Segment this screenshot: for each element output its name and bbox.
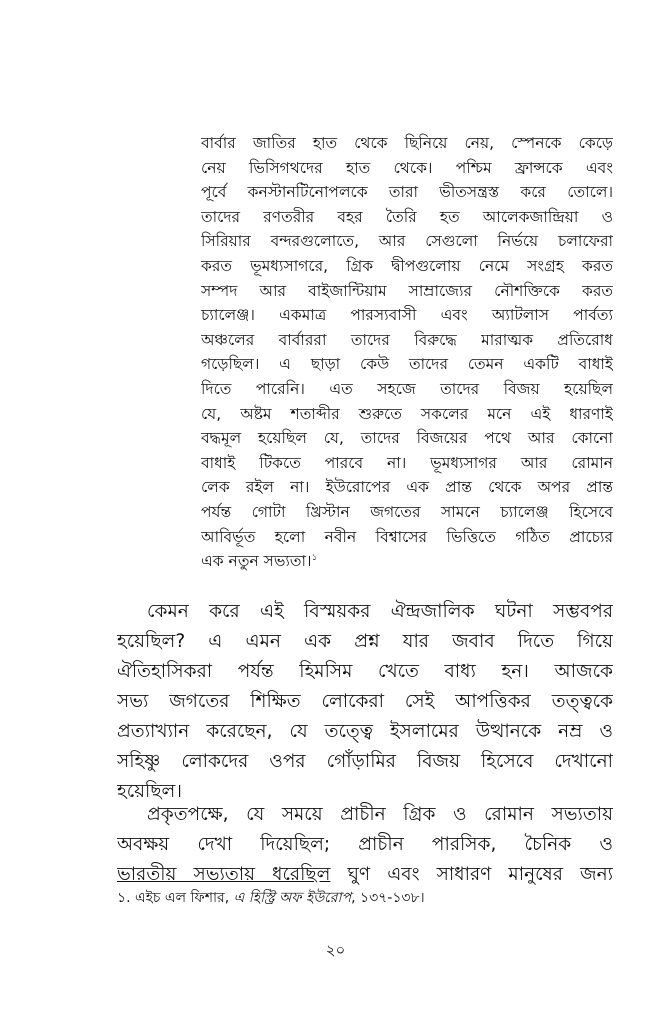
quote-line: করত ভূমধ্যসাগরে, গ্রিক দ্বীপগুলোয় নেমে সংগ্রহ করত [201, 256, 613, 275]
underlined-text: ভারতীয় সভ্যতায় ধরেছিল [117, 864, 331, 885]
paragraph-line: প্রত্যাখ্যান করেছেন, যে তত্ত্বে ইসলামের উত্থানকে নম্র ও [117, 721, 613, 742]
quote-last-line [201, 549, 613, 574]
quote-line: গড়েছিল। এ ছাড়া কেউ তাদের তেমন একটি বাধাই [201, 355, 613, 374]
paragraph-line: সহিষ্ণু লোকদের ওপর গোঁড়ামির বিজয় হিসেবে দেখানো [117, 751, 613, 772]
footnote-pages: , ১৩৭-১৩৮। [351, 890, 425, 906]
quote-last-line-text: এক নতুন সভ্যতা। [201, 552, 312, 571]
quote-line: সিরিয়ার বন্দরগুলোতে, আর সেগুলো নির্ভয়ে চলাফেরা [201, 232, 613, 251]
quote-line: আবির্ভূত হলো নবীন বিশ্বাসের ভিত্তিতে গঠিত প্রাচ্যের [201, 527, 613, 546]
quote-line: পূর্বে কনস্টানটিনোপলকে তারা ভীতসন্ত্রস্ত করে তোলে। [201, 183, 613, 202]
quote-line: তাদের রণতরীর বহর তৈরি হত আলেকজান্দ্রিয়া ও [201, 207, 613, 226]
paragraph-line-rest: ঘুণ এবং সাধারণ মানুষের জন্য [330, 864, 613, 885]
paragraph-line: সভ্য জগতের শিক্ষিত লোকেরা সেই আপত্তিকর তত্ত্বকে [117, 691, 613, 712]
paragraph-2 [117, 800, 613, 890]
paragraph-line: অবক্ষয় দেখা দিয়েছিল; প্রাচীন পারসিক, চৈনিক ও [117, 834, 613, 855]
quote-line: পর্যন্ত গোটা খ্রিস্টান জগতের সামনে চ্যালেঞ্জ হিসেবে [201, 502, 613, 521]
footnote [117, 888, 613, 908]
paragraph-line: হয়েছিল? এ এমন এক প্রশ্ন যার জবাব দিতে গিয়ে [117, 631, 613, 652]
quote-line: দিতে পারেনি। এত সহজে তাদের বিজয় হয়েছিল [201, 379, 613, 398]
paragraph-line: প্রকৃতপক্ষে, যে সময়ে প্রাচীন গ্রিক ও রোমান সভ্যতায় [147, 804, 613, 825]
quote-line: নেয় ভিসিগথদের হাত থেকে। পশ্চিম ফ্রান্সকে এবং [201, 158, 613, 177]
quote-line: অঞ্চলের বার্বাররা তাদের বিরুদ্ধে মারাত্মক প্রতিরোধ [201, 330, 613, 349]
quote-line: চ্যালেঞ্জ। একমাত্র পারস্যবাসী এবং অ্যাটলাস পার্বত্য [201, 306, 613, 325]
quote-line: সম্পদ আর বাইজান্টিয়াম সাম্রাজ্যের নৌশক্তিকে করত [201, 281, 613, 300]
footnote-book-title: এ হিস্ট্রি অফ ইউরোপ [233, 890, 352, 906]
footnote-number: ১. [117, 890, 131, 906]
quote-line: লেক রইল না। ইউরোপের এক প্রান্ত থেকে অপর প্রান্ত [201, 478, 613, 497]
quote-line: বদ্ধমূল হয়েছিল যে, তাদের বিজয়ের পথে আর কোনো [201, 429, 613, 448]
quote-line: বাধাই টিকতে পারবে না। ভূমধ্যসাগর আর রোমান [201, 453, 613, 472]
quote-line: যে, অষ্টম শতাব্দীর শুরুতে সকলের মনে এই ধারণাই [201, 404, 613, 423]
quote-line: বার্বার জাতির হাত থেকে ছিনিয়ে নেয়, স্পেনকে কেড়ে [201, 134, 613, 152]
footnote-reference[interactable]: ১ [311, 552, 318, 563]
paragraph-line: হয়েছিল। [117, 781, 182, 802]
paragraph-1 [117, 597, 613, 807]
paragraph-line [117, 860, 613, 890]
page-number: ২০ [325, 941, 346, 959]
block-quote [201, 131, 613, 574]
footnote-author: এইচ এল ফিশার, [130, 890, 234, 906]
paragraph-line: ঐতিহাসিকরা পর্যন্ত হিমসিম খেতে বাধ্য হন। আজকে [117, 661, 613, 682]
paragraph-line: কেমন করে এই বিস্ময়কর ঐন্দ্রজালিক ঘটনা সম্ভবপর [147, 601, 613, 622]
